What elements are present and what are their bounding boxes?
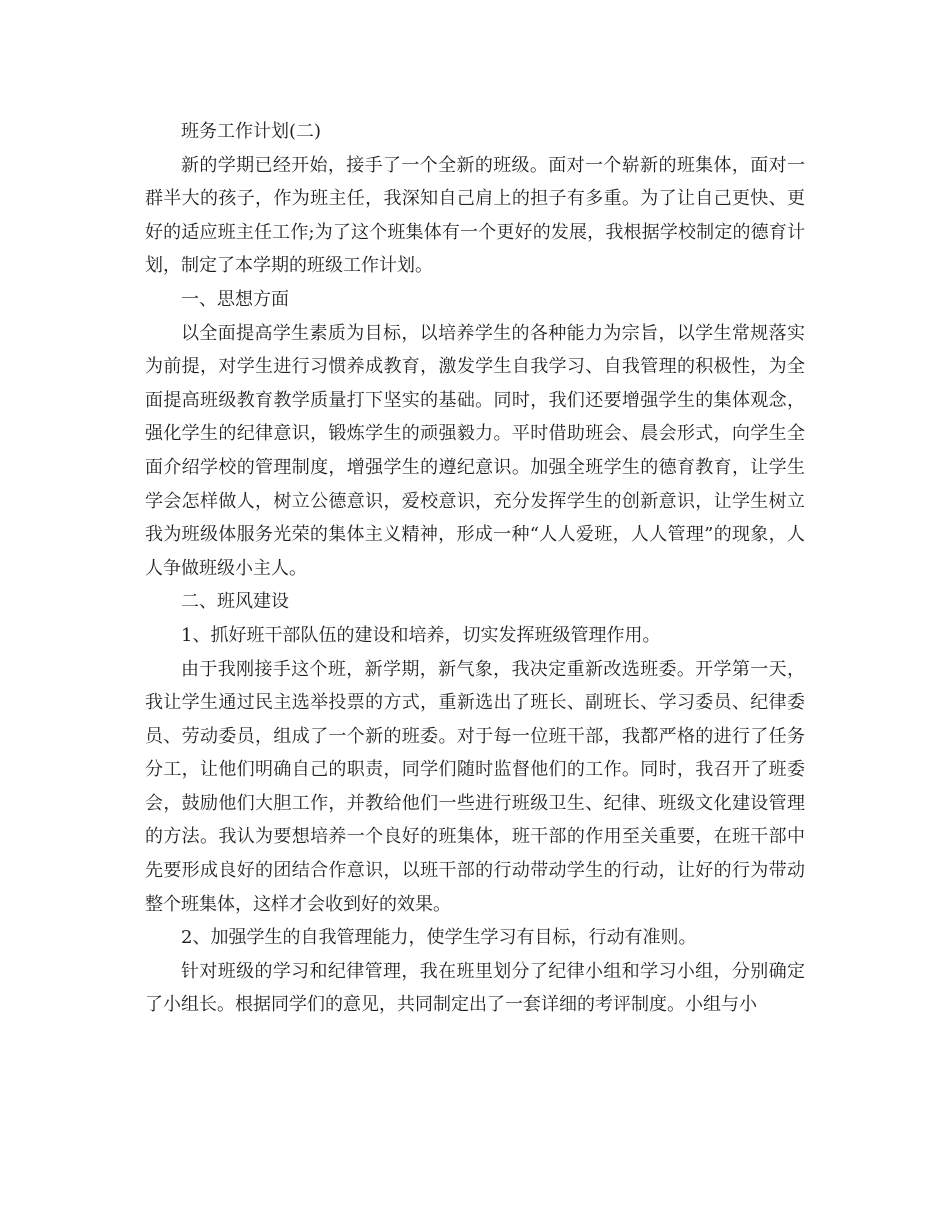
section-heading-class-style: 二、班风建设 bbox=[181, 591, 289, 613]
paragraph-thought: 以全面提高学生素质为目标，以培养学生的各种能力为宗旨，以学生常规落实为前提，对学生进行习惯养成教育，激发学生自我学习、自我管理的积极性，为全面提高班级教育教学质量打下坚实的基础。同时，我们还要增强学生的集体观念，强化学生的纪律意识，锻炼学生的顽强毅力。平时借助班会、晨会形式，向学生全面介绍学校的管理制度，增强学生的遵纪意识。加强全班学生的德育教育，让学生学会怎样做人，树立公德意识，爱校意识，充分发挥学生的创新意识，让学生树立我为班级体服务光荣的集体主义精神，形成一种“人人爱班，人人管理”的现象，人人争做班级小主人。 bbox=[145, 322, 805, 579]
document-title: 班务工作计划(二) bbox=[181, 121, 322, 142]
paragraph-intro: 新的学期已经开始，接手了一个全新的班级。面对一个崭新的班集体，面对一群半大的孩子，作为班主任，我深知自己肩上的担子有多重。为了让自己更快、更好的适应班主任工作;为了这个班集体有一个更好的发展，我根据学校制定的德育计划，制定了本学期的班级工作计划。 bbox=[145, 154, 805, 277]
paragraph-cadre: 由于我刚接手这个班，新学期，新气象，我决定重新改选班委。开学第一天，我让学生通过民主选举投票的方式，重新选出了班长、副班长、学习委员、纪律委员、劳动委员，组成了一个新的班委。对于每一位班干部，我都严格的进行了任务分工，让他们明确自己的职责，同学们随时监督他们的工作。同时，我召开了班委会，鼓励他们大胆工作，并教给他们一些进行班级卫生、纪律、班级文化建设管理的方法。我认为要想培养一个良好的班集体，班干部的作用至关重要，在班干部中先要形成良好的团结合作意识，以班干部的行动带动学生的行动，让好的行为带动整个班集体，这样才会收到好的效果。 bbox=[145, 658, 805, 915]
subheading-cadre: 1、抓好班干部队伍的建设和培养，切实发挥班级管理作用。 bbox=[181, 624, 661, 646]
document-page bbox=[145, 115, 805, 1022]
subheading-self-management: 2、加强学生的自我管理能力，使学生学习有目标，行动有准则。 bbox=[181, 927, 697, 949]
paragraph-self-management: 针对班级的学习和纪律管理，我在班里划分了纪律小组和学习小组，分别确定了小组长。根据同学们的意见，共同制定出了一套详细的考评制度。小组与小 bbox=[145, 960, 805, 1016]
section-heading-thought: 一、思想方面 bbox=[181, 288, 289, 310]
